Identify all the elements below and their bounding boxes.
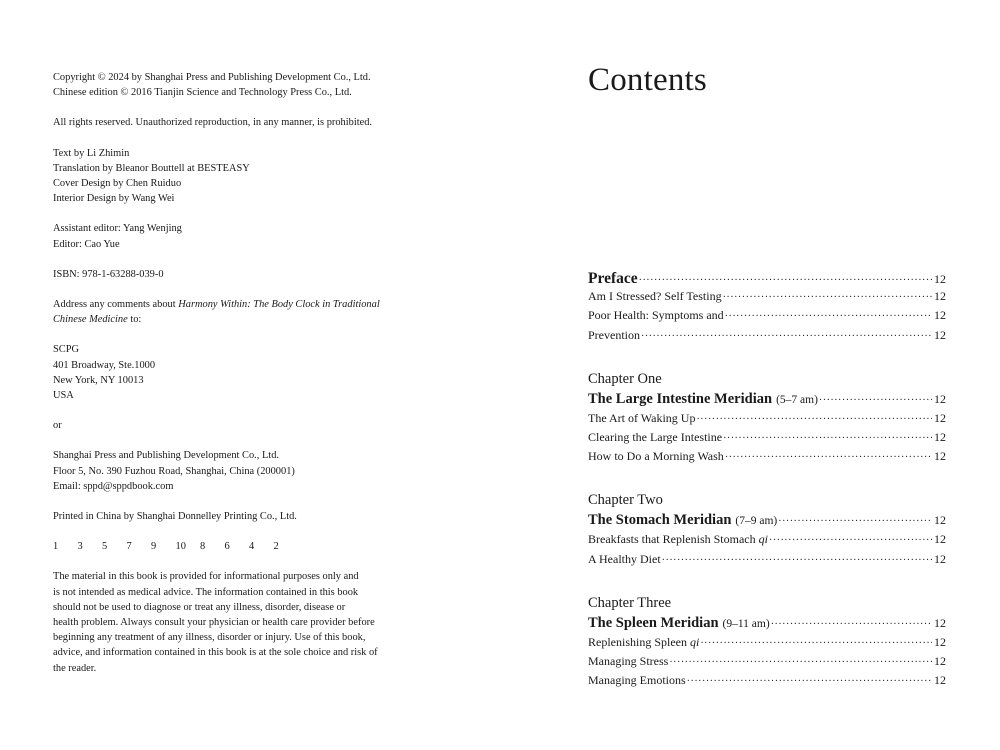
chapter-title: The Spleen Meridian <box>588 614 719 631</box>
dot-leader <box>700 635 932 650</box>
dot-leader <box>669 654 932 669</box>
toc-entry[interactable] <box>588 449 946 468</box>
toc-entry-title: Preface <box>588 270 638 287</box>
toc-page-number: 12 <box>934 289 946 304</box>
medical-disclaimer: The material in this book is provided for informational purposes only and is not intended as medical advice. The information contained in this book should not be used to diagnose or treat any illness, disorder, disease or health problem. Always consult your physician or health care provider before beginning any treatment of any illness, disorder or injury. Use of this book, advice, and information contained in this book is at the sole choice and risk of the reader. <box>53 571 378 674</box>
page-title: Contents <box>588 62 707 98</box>
dot-leader <box>778 513 932 528</box>
contents-page <box>500 0 1000 750</box>
chapter-time: (9–11 am) <box>722 617 770 630</box>
chapter-title: The Large Intestine Meridian <box>588 390 773 407</box>
chapter-time: (7–9 am) <box>735 515 778 528</box>
toc-entry-chapter[interactable] <box>588 391 946 411</box>
printing-number-line <box>53 539 423 554</box>
dot-leader <box>662 552 932 567</box>
toc-page-number: 12 <box>934 551 946 566</box>
chapter-label: Chapter Two <box>588 492 663 509</box>
print-number: 9 <box>151 541 157 553</box>
toc-entry[interactable] <box>588 654 946 673</box>
toc-page-number: 12 <box>934 513 946 528</box>
chapter-label: Chapter One <box>588 370 662 387</box>
toc-entry-chapter[interactable] <box>588 512 946 532</box>
toc-entry[interactable] <box>588 532 946 551</box>
dot-leader <box>725 449 932 464</box>
copyright-line: Copyright © 2024 by Shanghai Press and Publishing Development Co., Ltd. <box>53 72 371 83</box>
address-intro: Address any comments about Harmony Within: The Body Clock in Traditional Chinese Medicine to: <box>53 299 380 326</box>
toc-entry-title: Managing Stress <box>588 653 669 668</box>
print-number: 2 <box>273 541 279 553</box>
credit-line: Text by Li Zhimin <box>53 147 130 159</box>
credit-line: Translation by Bleanor Bouttell at BESTEASY <box>53 162 250 174</box>
toc-page-number: 12 <box>934 634 946 649</box>
toc-entry-chapter[interactable] <box>588 615 946 635</box>
toc-entry-title: Poor Health: Symptoms and <box>588 308 724 323</box>
toc-entry-title: The Art of Waking Up <box>588 410 696 425</box>
toc-entry[interactable] <box>588 289 946 308</box>
toc-entry-title: A Healthy Diet <box>588 551 661 566</box>
toc-entry[interactable] <box>588 411 946 430</box>
dot-leader <box>696 411 932 426</box>
copyright-line: Chinese edition © 2016 Tianjin Science and Technology Press Co., Ltd. <box>53 87 352 99</box>
dot-leader <box>687 673 932 688</box>
toc-page-number: 12 <box>934 653 946 668</box>
toc-page-number: 12 <box>934 449 946 464</box>
toc-page-number: 12 <box>934 615 946 630</box>
book-title: Harmony Within: The Body Clock in Traditional <box>178 299 380 311</box>
toc-entry-title-italic: qi <box>758 532 768 547</box>
print-number: 1 <box>53 541 59 553</box>
toc-entry[interactable] <box>588 308 946 327</box>
dot-leader <box>639 272 932 287</box>
print-number: 3 <box>77 541 83 553</box>
us-address: SCPG 401 Broadway, Ste.1000 New York, NY 10013 USA <box>53 344 156 402</box>
dot-leader <box>819 392 932 407</box>
book-title: Chinese Medicine <box>53 314 128 326</box>
toc-entry[interactable] <box>588 552 946 571</box>
toc-page-number: 12 <box>934 410 946 425</box>
toc-entry[interactable] <box>588 635 946 654</box>
toc-entry-title: Prevention <box>588 327 640 342</box>
dot-leader <box>771 616 932 631</box>
toc-entry-title: Breakfasts that Replenish Stomach <box>588 532 759 547</box>
print-number: 6 <box>224 541 230 553</box>
editor-line: Assistant editor: Yang Wenjing <box>53 223 182 235</box>
chapter-time: (5–7 am) <box>776 393 818 406</box>
dot-leader <box>769 532 932 547</box>
print-number: 8 <box>200 541 206 553</box>
editor-line: Editor: Cao Yue <box>53 238 120 250</box>
print-number: 10 <box>175 541 186 553</box>
rights-statement: All rights reserved. Unauthorized reproduction, in any manner, is prohibited. <box>53 117 373 129</box>
dot-leader <box>725 308 932 323</box>
dot-leader <box>641 328 932 343</box>
toc-entry-title: How to Do a Morning Wash <box>588 449 724 464</box>
toc-entry-title: Am I Stressed? Self Testing <box>588 289 722 304</box>
cn-address: Shanghai Press and Publishing Development Co., Ltd. Floor 5, No. 390 Fuzhou Road, Shanghai, China (200001) Email: sppd@sppdbook.com <box>53 450 295 492</box>
printer-line: Printed in China by Shanghai Donnelley Printing Co., Ltd. <box>53 511 297 523</box>
print-number: 7 <box>126 541 132 553</box>
toc-page-number: 12 <box>934 673 946 688</box>
toc-entry-title: Replenishing Spleen <box>588 634 690 649</box>
dot-leader <box>723 289 932 304</box>
or-text: or <box>53 420 62 432</box>
table-of-contents <box>588 270 946 692</box>
toc-page-number: 12 <box>934 391 946 406</box>
chapter-title: The Stomach Meridian <box>588 512 732 529</box>
print-number: 4 <box>249 541 255 553</box>
chapter-label: Chapter Three <box>588 594 672 611</box>
dot-leader <box>723 430 932 445</box>
toc-entry-title: Clearing the Large Intestine <box>588 429 723 444</box>
toc-page-number: 12 <box>934 429 946 444</box>
toc-page-number: 12 <box>934 327 946 342</box>
isbn: ISBN: 978-1-63288-039-0 <box>53 268 164 280</box>
toc-page-number: 12 <box>934 532 946 547</box>
toc-entry-title: Managing Emotions <box>588 673 686 688</box>
toc-page-number: 12 <box>934 272 946 286</box>
toc-entry[interactable] <box>588 673 946 692</box>
toc-page-number: 12 <box>934 308 946 323</box>
toc-entry-preface[interactable] <box>588 270 946 289</box>
copyright-block <box>53 70 423 691</box>
toc-entry-title-italic: qi <box>690 634 700 649</box>
credit-line: Interior Design by Wang Wei <box>53 193 175 205</box>
toc-entry[interactable] <box>588 430 946 449</box>
print-number: 5 <box>102 541 108 553</box>
copyright-notice <box>53 70 423 100</box>
credit-line: Cover Design by Chen Ruiduo <box>53 178 182 190</box>
editors <box>53 221 423 251</box>
credits <box>53 146 423 207</box>
toc-entry[interactable] <box>588 328 946 347</box>
